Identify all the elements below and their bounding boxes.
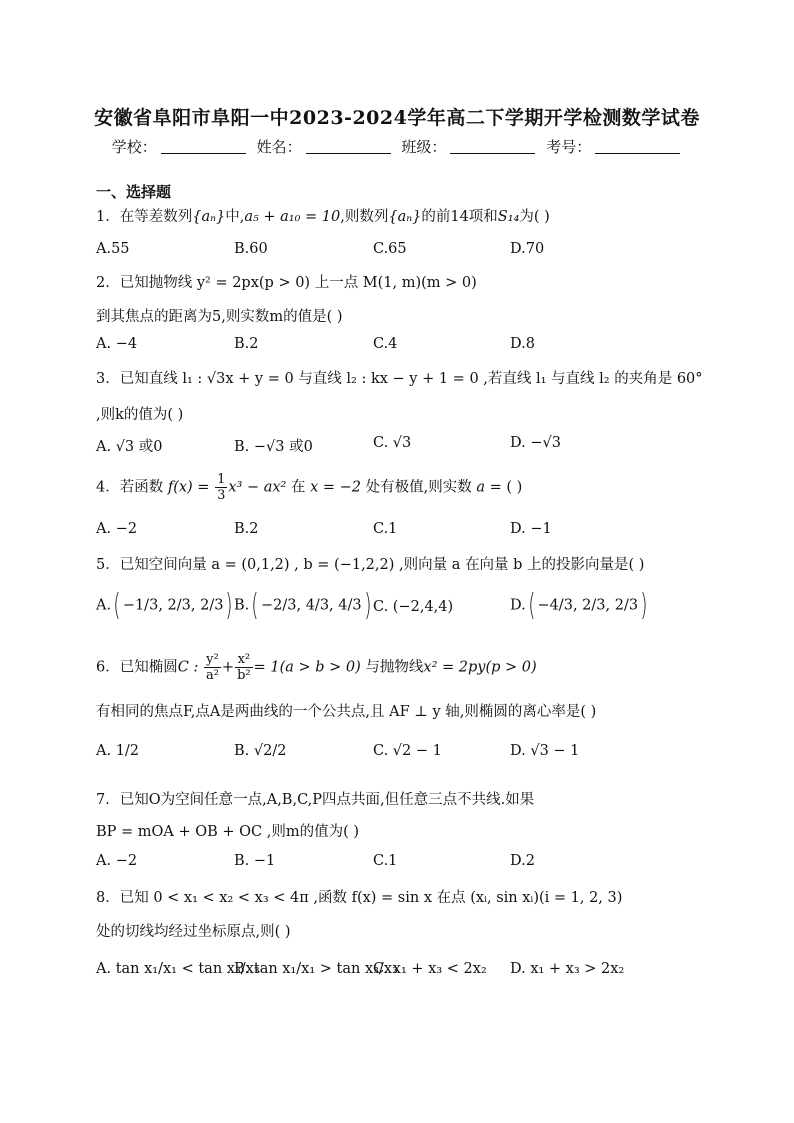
question-4: [96, 472, 522, 503]
vec-comp: 4/3: [305, 597, 330, 614]
question-5: 5．已知空间向量 a = (0,1,2) , b = (−1,2,2) ,则向量 a 在向量 b 上的投影向量是( ): [96, 557, 645, 573]
option-c[interactable]: C.65: [373, 241, 407, 257]
q4-point: x = −2: [310, 479, 361, 496]
option-a[interactable]: A. −2: [96, 853, 138, 869]
school-blank[interactable]: [161, 139, 246, 154]
option-c[interactable]: C. √2 − 1: [373, 743, 442, 759]
q1-seq: {aₙ}: [192, 209, 226, 225]
option-b[interactable]: B. −1: [234, 853, 276, 869]
q4-frac-num: 1: [217, 472, 226, 487]
option-b[interactable]: B.60: [234, 241, 268, 257]
name-label: 姓名：: [256, 138, 302, 156]
question-8-cont: 处的切线均经过坐标原点,则( ): [96, 924, 291, 940]
question-2: 2．已知抛物线 y² = 2px(p > 0) 上一点 M(1, m)(m > 0): [96, 275, 477, 291]
vec-comp: 2/3: [614, 597, 639, 614]
q1-text-e: 为( ): [519, 209, 550, 225]
q1-text-b: 中,: [225, 209, 245, 225]
option-text: (−2,4,4): [392, 599, 454, 615]
vec-comp: 2/3: [582, 597, 606, 614]
q4-func-rest: x³ − ax²: [228, 479, 287, 496]
option-d[interactable]: D. √3 − 1: [510, 743, 580, 759]
q6-x2: x²: [235, 652, 253, 668]
option-b[interactable]: B.2: [234, 521, 259, 537]
option-a[interactable]: A.55: [96, 241, 130, 257]
option-b[interactable]: B. √2/2: [234, 743, 287, 759]
q4-func: f(x) =: [167, 479, 215, 496]
option-b[interactable]: B. tan x₁/x₁ > tan x₃/x₃: [234, 961, 398, 977]
option-a[interactable]: A. −2: [96, 521, 138, 537]
q4-mid: 在: [290, 479, 306, 496]
option-b[interactable]: B.2: [234, 336, 259, 352]
option-label: A.: [96, 597, 112, 614]
q4-fraction: [215, 472, 227, 503]
vec-comp: 2/3: [167, 597, 191, 614]
vec-comp: −4/3: [537, 597, 573, 614]
option-a[interactable]: A. √3 或0: [96, 439, 163, 455]
question-8: 8．已知 0 < x₁ < x₂ < x₃ < 4π ,函数 f(x) = sin x 在点 (xᵢ, sin xᵢ)(i = 1, 2, 3): [96, 890, 623, 906]
option-c[interactable]: C. √3: [373, 435, 412, 451]
option-c[interactable]: C. x₁ + x₃ < 2x₂: [373, 961, 487, 977]
q1-cond: a₅ + a₁₀ = 10: [244, 209, 341, 225]
class-blank[interactable]: [450, 139, 535, 154]
student-info-row: [0, 136, 794, 157]
option-a[interactable]: A. tan x₁/x₁ < tan x₃/x₃: [96, 961, 260, 977]
option-label: C.: [373, 599, 389, 615]
option-b[interactable]: B. −√3 或0: [234, 439, 313, 455]
class-label: 班级：: [401, 138, 447, 156]
option-c[interactable]: C.4: [373, 336, 398, 352]
q6-b2: b²: [237, 668, 251, 683]
exam-title: 安徽省阜阳市阜阳一中2023-2024学年高二下学期开学检测数学试卷: [94, 107, 700, 129]
school-label: 学校：: [111, 138, 157, 156]
vec-comp: −2/3: [260, 597, 297, 614]
option-label: B.: [234, 597, 250, 614]
option-a[interactable]: A. −4: [96, 336, 138, 352]
option-d[interactable]: D. −√3: [510, 435, 561, 451]
option-d[interactable]: D.70: [510, 241, 545, 257]
vec-comp: 4/3: [338, 597, 362, 614]
q4-frac-den: 3: [217, 488, 226, 503]
option-d[interactable]: D.2: [510, 853, 535, 869]
option-d[interactable]: D. x₁ + x₃ > 2x₂: [510, 961, 625, 977]
q6-post: 与抛物线: [365, 659, 424, 676]
q6-c: C :: [177, 659, 199, 676]
q6-parabola: x² = 2py(p > 0): [423, 659, 537, 676]
q1-text: 1．在等差数列: [96, 209, 193, 225]
q1-seq-2: {aₙ}: [388, 209, 422, 225]
q6-y2: y²: [204, 652, 221, 668]
section-heading: 一、选择题: [96, 183, 172, 201]
q1-sum: S₁₄: [497, 209, 520, 225]
question-7-cont: BP = mOA + OB + OC ,则m的值为( ): [96, 824, 360, 840]
q4-var: a: [476, 479, 485, 496]
name-blank[interactable]: [306, 139, 391, 154]
q1-text-d: 的前14项和: [421, 209, 498, 225]
question-1: [96, 205, 550, 226]
id-label: 考号：: [546, 138, 592, 156]
q1-text-c: ,则数列: [340, 209, 389, 225]
question-7: 7．已知O为空间任意一点,A,B,C,P四点共面,但任意三点不共线.如果: [96, 792, 535, 808]
option-c[interactable]: C.1: [373, 853, 398, 869]
option-a[interactable]: A. 1/2: [96, 743, 140, 759]
q4-post: 处有极值,则实数: [365, 479, 472, 496]
option-b[interactable]: B.( −2/3, 4/3, 4/3): [234, 588, 371, 623]
option-d[interactable]: D.( −4/3, 2/3, 2/3): [510, 588, 648, 623]
q6-eq: = 1(a > b > 0): [253, 659, 361, 676]
question-6-cont: 有相同的焦点F,点A是两曲线的一个公共点,且 AF ⊥ y 轴,则椭圆的离心率是( ): [96, 704, 597, 720]
q6-frac-y: [204, 652, 221, 683]
question-6: 6．已知椭圆C : $\frac{\text{y²}}{\text{a²}}$ + $\frac{\text{x²}}{\text{b²}}$ = 1(a > b > 0) 与抛物线x² = 2py(p > 0): [96, 652, 537, 683]
option-label: D.: [510, 597, 526, 614]
option-d[interactable]: D.8: [510, 336, 535, 352]
option-d[interactable]: D. −1: [510, 521, 552, 537]
option-c[interactable]: C.1: [373, 521, 398, 537]
option-a[interactable]: A.( −1/3, 2/3, 2/3): [96, 588, 233, 623]
question-2-cont: 到其焦点的距离为5,则实数m的值是( ): [96, 309, 343, 325]
q6-frac-x: [235, 652, 253, 683]
question-3-cont: ,则k的值为( ): [96, 407, 184, 423]
vec-comp: 2/3: [200, 597, 224, 614]
id-blank[interactable]: [595, 139, 680, 154]
q4-pre: 4．若函数: [96, 479, 164, 496]
vec-comp: −1/3: [122, 597, 159, 614]
q6-pre: 6．已知椭圆: [96, 659, 178, 676]
q6-a2: a²: [205, 668, 219, 683]
option-c[interactable]: [373, 599, 453, 615]
q4-end: = ( ): [489, 479, 523, 496]
question-3: 3．已知直线 l₁ : √3x + y = 0 与直线 l₂ : kx − y + 1 = 0 ,若直线 l₁ 与直线 l₂ 的夹角是 60°: [96, 371, 703, 387]
